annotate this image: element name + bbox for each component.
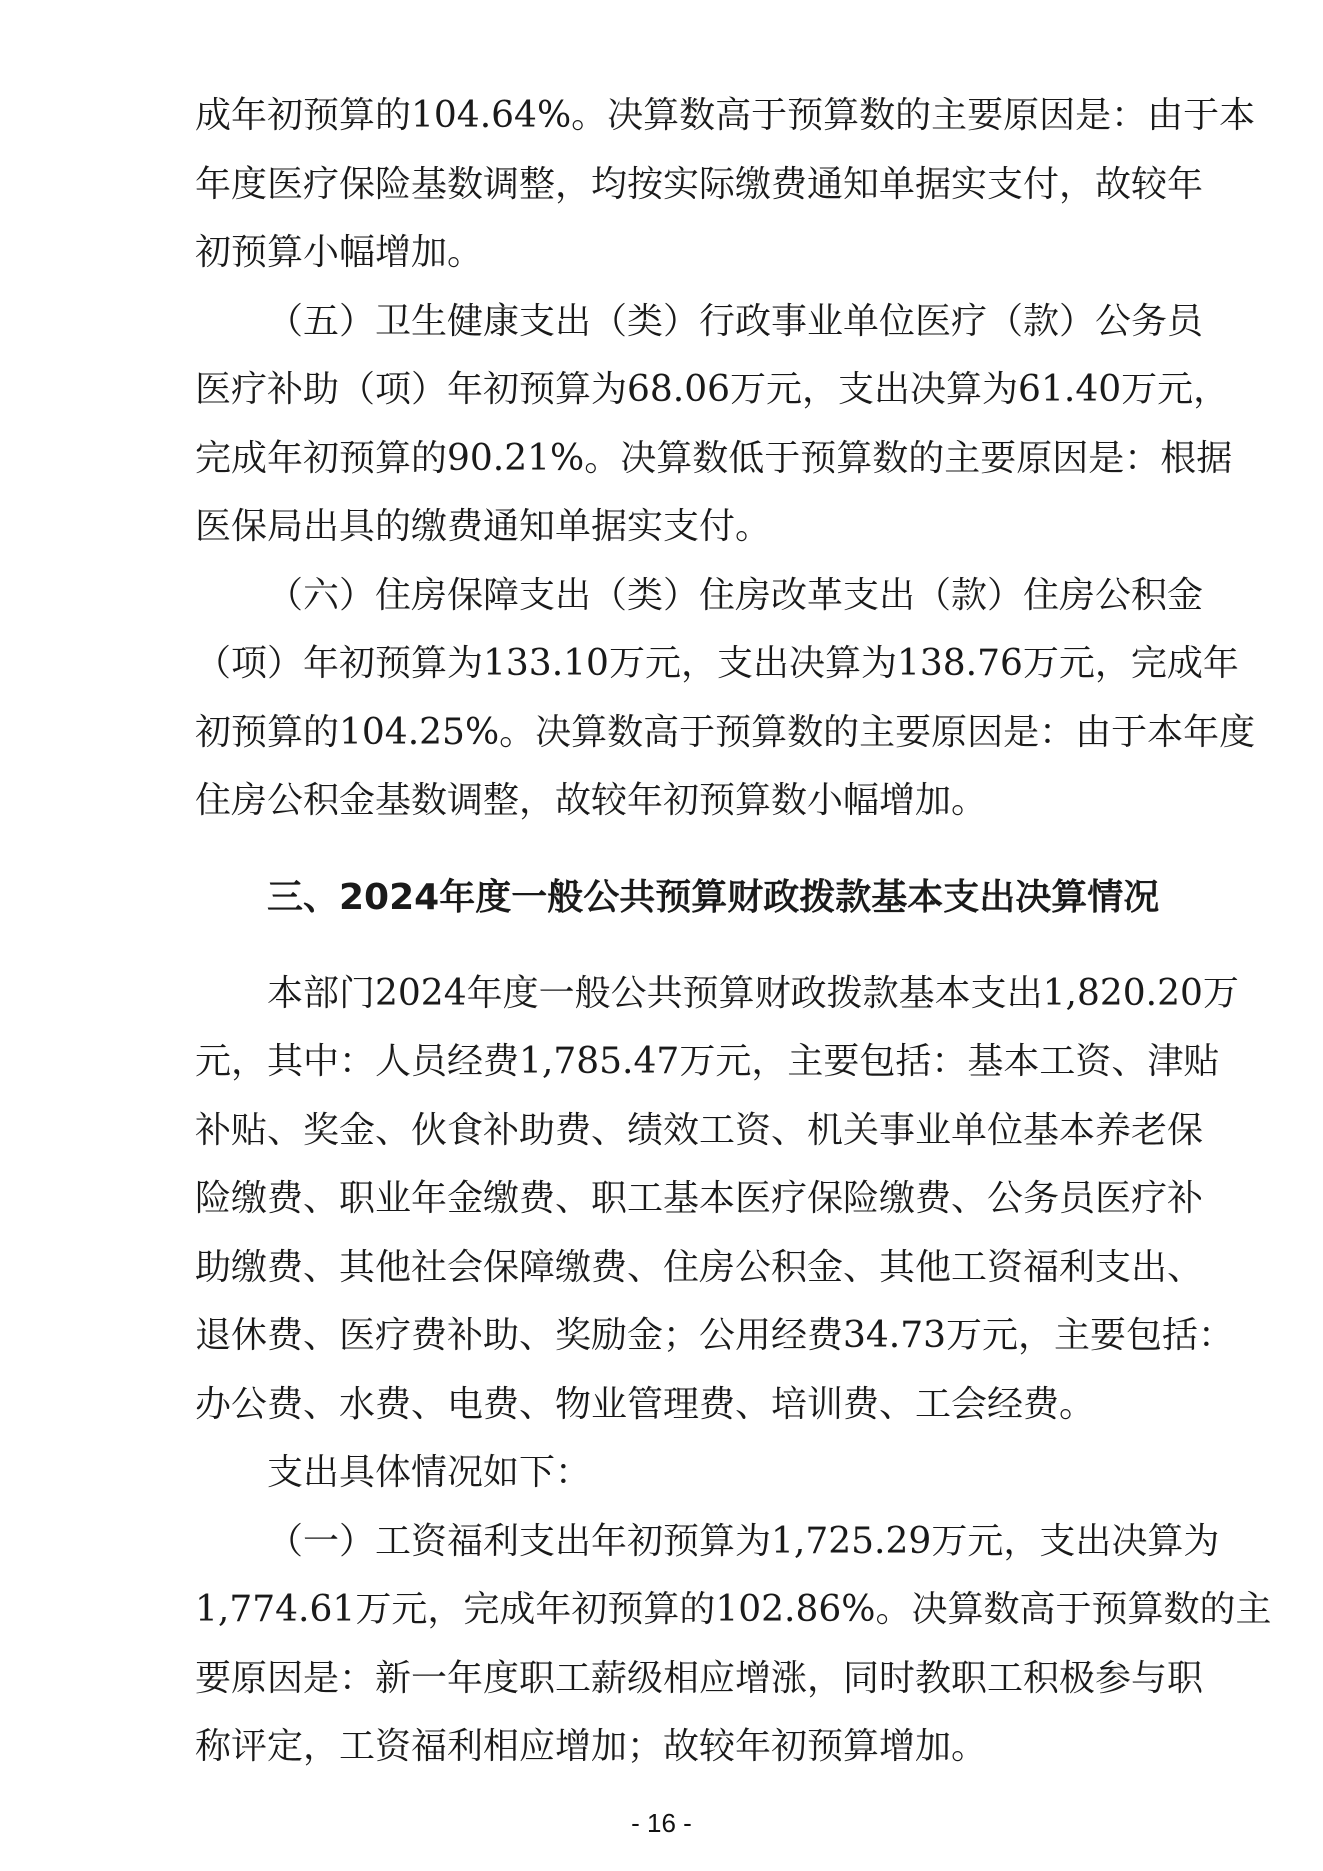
text-line: 医疗补助（项）年初预算为68.06万元，支出决算为61.40万元，: [195, 369, 1230, 410]
text-line: （项）年初预算为133.10万元，支出决算为138.76万元，完成年: [195, 643, 1239, 684]
text-line: 住房公积金基数调整，故较年初预算数小幅增加。: [195, 780, 988, 821]
paragraph: [195, 562, 1256, 836]
text-line: 补贴、奖金、伙食补助费、绩效工资、机关事业单位基本养老保: [195, 1109, 1204, 1151]
paragraph: [195, 1439, 1145, 1508]
text-line: 险缴费、职业年金缴费、职工基本医疗保险缴费、公务员医疗补: [195, 1178, 1204, 1219]
text-line: 本部门2024年度一般公共预算财政拨款基本支出1,820.20万: [267, 972, 1239, 1014]
paragraph: [195, 960, 1239, 1440]
text-line: 退休费、医疗费补助、奖励金；公用经费34.73万元，主要包括：: [195, 1315, 1235, 1356]
page-number: - 16 -: [631, 1808, 692, 1838]
text-line: （一）工资福利支出年初预算为1,725.29万元，支出决算为: [267, 1520, 1220, 1562]
text-line: 初预算的104.25%。决算数高于预算数的主要原因是：由于本年度: [195, 711, 1256, 753]
text-line: 完成年初预算的90.21%。决算数低于预算数的主要原因是：根据: [195, 437, 1233, 479]
text-line: 称评定，工资福利相应增加；故较年初预算增加。: [195, 1726, 988, 1767]
paragraph: [195, 288, 1233, 562]
paragraph: [195, 82, 1256, 288]
text-line: 1,774.61万元，完成年初预算的102.86%。决算数高于预算数的主: [195, 1589, 1272, 1630]
text-line: 成年初预算的104.64%。决算数高于预算数的主要原因是：由于本: [195, 95, 1256, 136]
text-line: 年度医疗保险基数调整，均按实际缴费通知单据实支付，故较年: [195, 163, 1204, 205]
text-line: （五）卫生健康支出（类）行政事业单位医疗（款）公务员: [267, 300, 1204, 342]
paragraph: [195, 1508, 1272, 1782]
text-line: （六）住房保障支出（类）住房改革支出（款）住房公积金: [267, 574, 1204, 616]
section-heading: 三、2024年度一般公共预算财政拨款基本支出决算情况: [267, 876, 1160, 918]
text-line: 助缴费、其他社会保障缴费、住房公积金、其他工资福利支出、: [195, 1246, 1204, 1288]
text-line: 医保局出具的缴费通知单据实支付。: [195, 506, 772, 547]
text-line: 办公费、水费、电费、物业管理费、培训费、工会经费。: [195, 1383, 1096, 1425]
text-line: 元，其中：人员经费1,785.47万元，主要包括：基本工资、津贴: [195, 1041, 1220, 1082]
text-line: 要原因是：新一年度职工薪级相应增涨，同时教职工积极参与职: [195, 1657, 1204, 1699]
text-line: 初预算小幅增加。: [195, 232, 484, 273]
text-line: 支出具体情况如下：: [267, 1452, 592, 1493]
document-page: [195, 82, 1272, 1782]
